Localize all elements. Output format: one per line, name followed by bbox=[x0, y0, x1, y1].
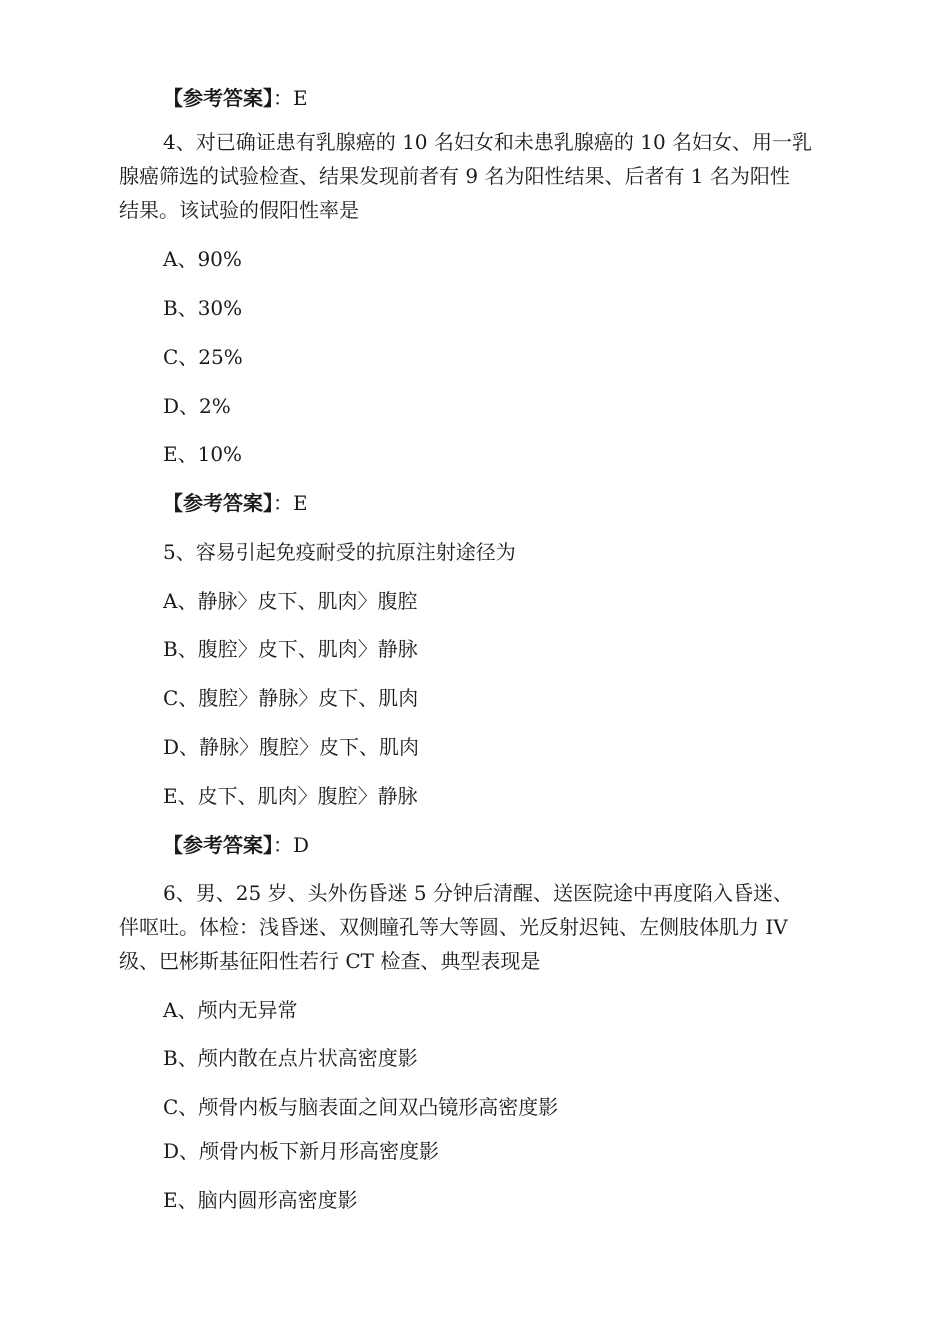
answer-line-q5 bbox=[163, 833, 309, 857]
question-4-option-e: E、10% bbox=[163, 442, 243, 466]
question-6-option-d: D、颅骨内板下新月形高密度影 bbox=[163, 1139, 440, 1163]
question-6-option-a: A、颅内无异常 bbox=[163, 998, 298, 1022]
question-4-line-3: 结果。该试验的假阳性率是 bbox=[119, 198, 359, 222]
question-6-line-3: 级、巴彬斯基征阳性若行 CT 检查、典型表现是 bbox=[119, 949, 541, 973]
question-4-option-a: A、90% bbox=[163, 247, 242, 271]
answer-line-q4 bbox=[163, 491, 308, 515]
question-5-line-1: 5、容易引起免疫耐受的抗原注射途径为 bbox=[163, 540, 516, 564]
question-4-line-2: 腺癌筛选的试验检查、结果发现前者有 9 名为阳性结果、后者有 1 名为阳性 bbox=[119, 164, 790, 188]
question-4-option-d: D、2% bbox=[163, 394, 231, 418]
question-4-option-c: C、25% bbox=[163, 345, 243, 369]
question-4-line-1: 4、对已确证患有乳腺癌的 10 名妇女和未患乳腺癌的 10 名妇女、用一乳 bbox=[163, 130, 813, 154]
question-5-option-a: A、静脉〉皮下、肌肉〉腹腔 bbox=[163, 589, 418, 613]
answer-value: ：D bbox=[273, 833, 310, 857]
question-5-option-e: E、皮下、肌肉〉腹腔〉静脉 bbox=[163, 784, 418, 808]
question-5-option-c: C、腹腔〉静脉〉皮下、肌肉 bbox=[163, 686, 419, 710]
answer-value: ：E bbox=[273, 86, 308, 110]
question-6-option-e: E、脑内圆形高密度影 bbox=[163, 1188, 358, 1212]
question-6-line-1: 6、男、25 岁、头外伤昏迷 5 分钟后清醒、送医院途中再度陷入昏迷、 bbox=[163, 881, 793, 905]
answer-label: 【参考答案】 bbox=[163, 86, 273, 110]
answer-line-prev bbox=[163, 86, 308, 110]
answer-label: 【参考答案】 bbox=[163, 491, 273, 515]
question-6-option-b: B、颅内散在点片状高密度影 bbox=[163, 1046, 418, 1070]
question-5-option-b: B、腹腔〉皮下、肌肉〉静脉 bbox=[163, 637, 418, 661]
question-5-option-d: D、静脉〉腹腔〉皮下、肌肉 bbox=[163, 735, 420, 759]
question-6-option-c: C、颅骨内板与脑表面之间双凸镜形高密度影 bbox=[163, 1095, 559, 1119]
answer-value: ：E bbox=[273, 491, 308, 515]
answer-label: 【参考答案】 bbox=[163, 833, 273, 857]
question-6-line-2: 伴呕吐。体检：浅昏迷、双侧瞳孔等大等圆、光反射迟钝、左侧肢体肌力 IV bbox=[119, 915, 788, 939]
question-4-option-b: B、30% bbox=[163, 296, 243, 320]
